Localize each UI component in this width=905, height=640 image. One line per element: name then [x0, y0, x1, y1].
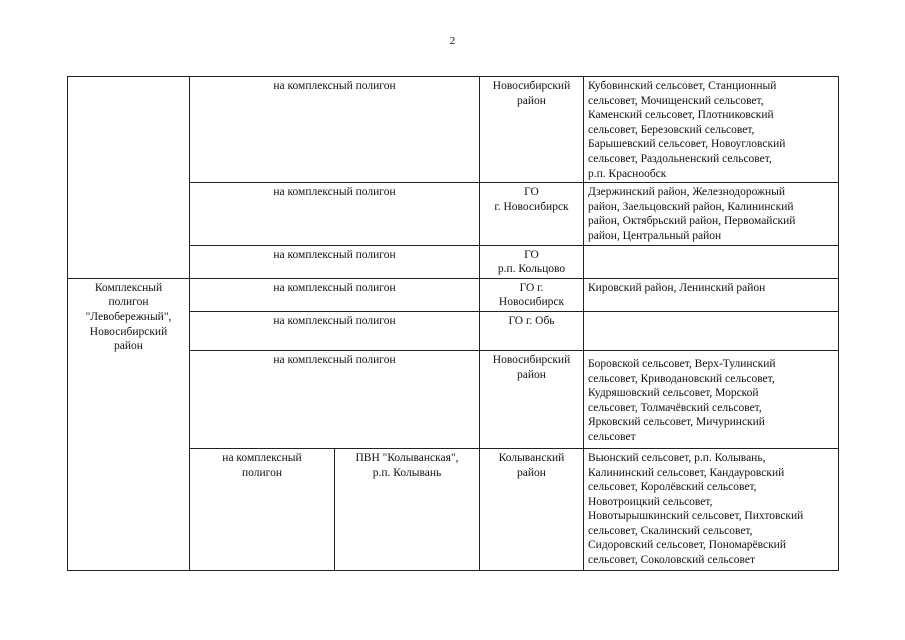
table-cell-areas: Кубовинский сельсовет, Станционный сельсовет, Мочищенский сельсовет, Каменский сельсовет, Плотниковский сельсовет, Березовский сельсовет, Барышевский сельсовет, Новоугловский сельсовет, Раздольненский сельсовет, р.п. Краснообск	[584, 77, 839, 183]
table-row	[68, 278, 839, 311]
table-cell-target: на комплексный полигон	[190, 183, 480, 245]
table-cell-empty	[68, 77, 190, 279]
table-cell-district: ГО р.п. Кольцово	[480, 245, 584, 278]
table-cell-district: Новосибирский район	[480, 77, 584, 183]
page-number: 2	[449, 35, 456, 47]
table-cell-target: на комплексный полигон	[190, 278, 480, 311]
table-cell-areas: Вьюнский сельсовет, р.п. Колывань, Калининский сельсовет, Кандауровский сельсовет, Королёвский сельсовет, Новотроицкий сельсовет, Новотырышкинский сельсовет, Пихтовский сельсовет, Скалинский сельсовет, Сидоровский сельсовет, Пономарёвский сельсовет, Соколовский сельсовет	[584, 448, 839, 570]
table-cell-district: ГО г. Новосибирск	[480, 278, 584, 311]
waste-flow-table	[67, 76, 839, 571]
table-cell-target: на комплексный полигон	[190, 77, 480, 183]
table-cell-district: Новосибирский район	[480, 350, 584, 448]
table-cell-areas	[584, 245, 839, 278]
table-cell-target: на комплексный полигон	[190, 245, 480, 278]
table-cell-district: ГО г. Новосибирск	[480, 183, 584, 245]
table-cell-areas	[584, 311, 839, 350]
table-cell-target: на комплексный полигон	[190, 311, 480, 350]
table-cell-facility: ПВН "Колыванская", р.п. Колывань	[335, 448, 480, 570]
table-cell-areas: Кировский район, Ленинский район	[584, 278, 839, 311]
table-cell-source: Комплексный полигон "Левобережный", Новосибирский район	[68, 278, 190, 570]
table-cell-district: ГО г. Обь	[480, 311, 584, 350]
table-cell-district: Колыванский район	[480, 448, 584, 570]
table-cell-target: на комплексный полигон	[190, 350, 480, 448]
table-cell-areas: Дзержинский район, Железнодорожный район, Заельцовский район, Калининский район, Октябрьский район, Первомайский район, Центральный район	[584, 183, 839, 245]
table-row	[68, 77, 839, 183]
table-cell-target: на комплексный полигон	[190, 448, 335, 570]
table-cell-areas: Боровской сельсовет, Верх-Тулинский сельсовет, Криводановский сельсовет, Кудряшовский сельсовет, Морской сельсовет, Толмачёвский сельсовет, Ярковский сельсовет, Мичуринский сельсовет	[584, 350, 839, 448]
